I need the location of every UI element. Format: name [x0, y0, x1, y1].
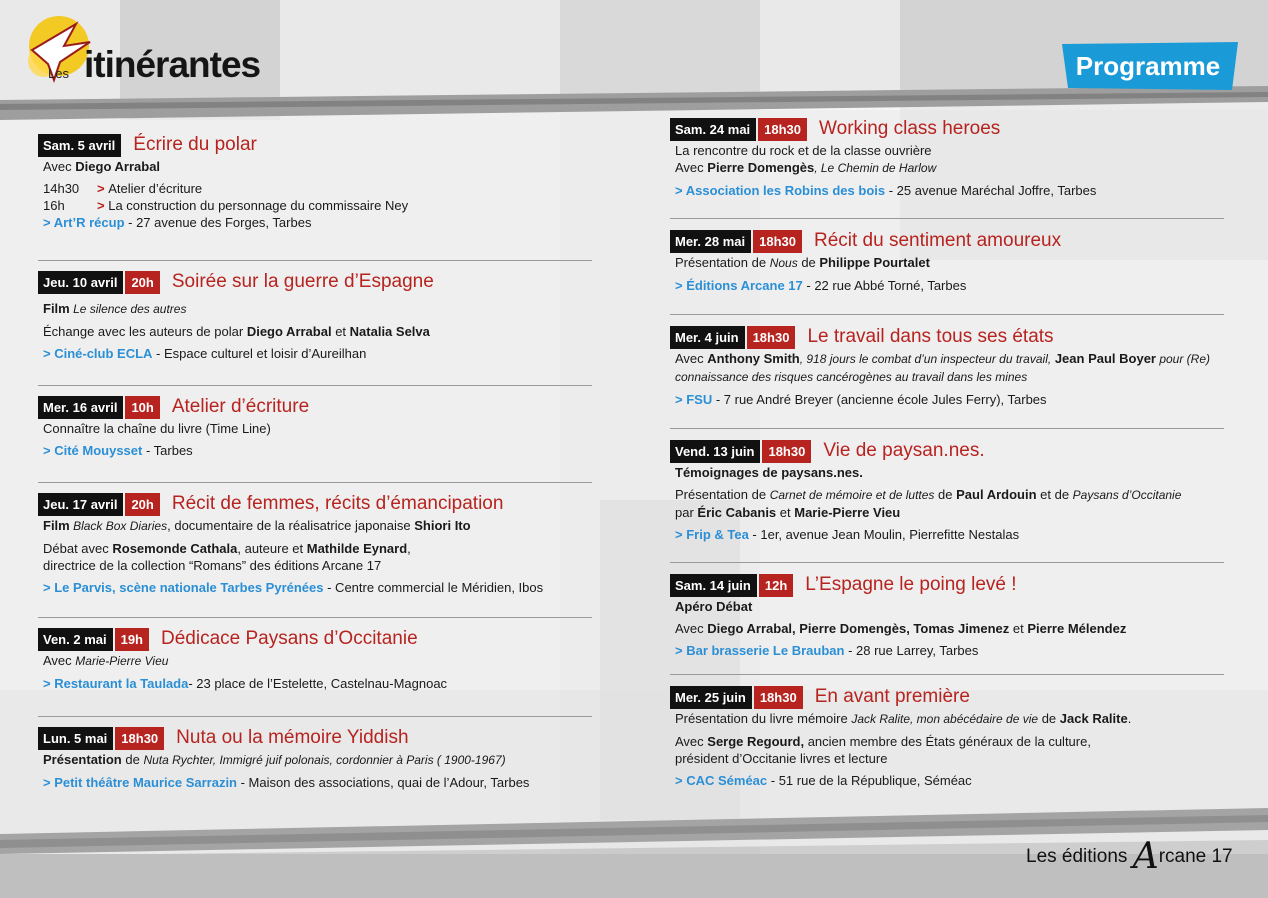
event-line: Apéro Débat [675, 599, 753, 614]
event-time: 18h30 [753, 230, 802, 253]
venue-link[interactable]: > FSU [675, 392, 713, 407]
event-date: Jeu. 17 avril [38, 493, 123, 516]
event-time: 10h [125, 396, 159, 419]
event-date: Lun. 5 mai [38, 727, 113, 750]
schedule-row: 16h > La construction du personnage du commissaire Ney [43, 198, 409, 213]
publisher-footer: Les éditions Arcane 17 [1026, 836, 1233, 877]
event-item [670, 228, 1224, 315]
event-line: Débat avec Rosemonde Cathala, auteure et Mathilde Eynard, [43, 541, 411, 556]
event-date: Mer. 28 mai [670, 230, 751, 253]
event-line: connaissance des risques cancérogènes au travail dans les mines [675, 370, 1028, 384]
event-time: 18h30 [747, 326, 796, 349]
event-time: 12h [759, 574, 793, 597]
venue-link[interactable]: > Bar brasserie Le Brauban [675, 643, 845, 658]
event-date: Mer. 16 avril [38, 396, 123, 419]
venue-line: > Cité Mouysset - Tarbes [43, 443, 193, 458]
event-title: Soirée sur la guerre d’Espagne [171, 271, 434, 292]
event-time: 18h30 [758, 118, 807, 141]
event-title: Dédicace Paysans d’Occitanie [161, 628, 418, 649]
event-item [38, 394, 592, 483]
event-line: Présentation du livre mémoire Jack Ralite, mon abécédaire de vie de Jack Ralite. [675, 711, 1132, 726]
event-line: Avec Serge Regourd, ancien membre des États généraux de la culture, [675, 734, 1091, 749]
event-date: Sam. 5 avril [38, 134, 121, 157]
event-title: Écrire du polar [133, 134, 257, 155]
venue-line: > Restaurant la Taulada- 23 place de l’Estelette, Castelnau-Magnoac [43, 676, 448, 691]
event-time: 20h [125, 493, 159, 516]
event-date: Mer. 4 juin [670, 326, 745, 349]
venue-link[interactable]: > Association les Robins des bois [675, 183, 886, 198]
event-title: Récit du sentiment amoureux [813, 230, 1062, 251]
venue-line: > Bar brasserie Le Brauban - 28 rue Larrey, Tarbes [675, 643, 979, 658]
venue-line: > Le Parvis, scène nationale Tarbes Pyrénées - Centre commercial le Méridien, Ibos [43, 580, 544, 595]
event-line: président d’Occitanie livres et lecture [675, 751, 888, 766]
event-title: Récit de femmes, récits d’émancipation [171, 493, 504, 514]
event-item [38, 725, 592, 795]
event-line: Avec Anthony Smith, 918 jours le combat d’un inspecteur du travail, Jean Paul Boyer pour (Re) [675, 351, 1211, 366]
event-title: Working class heroes [819, 118, 1001, 139]
event-item [670, 572, 1224, 675]
event-time: 18h30 [762, 440, 811, 463]
venue-line: > FSU - 7 rue André Breyer (ancienne école Jules Ferry), Tarbes [675, 392, 1047, 407]
venue-line: > Ciné-club ECLA - Espace culturel et loisir d’Aureilhan [43, 346, 367, 361]
event-line: Échange avec les auteurs de polar Diego Arrabal et Natalia Selva [43, 324, 430, 339]
event-item [670, 116, 1224, 219]
venue-link[interactable]: > Art’R récup [43, 215, 125, 230]
programme-label: Programme [1075, 50, 1221, 81]
event-title: L’Espagne le poing levé ! [805, 574, 1017, 595]
event-line: par Éric Cabanis et Marie-Pierre Vieu [675, 505, 901, 520]
event-line: Film Le silence des autres [43, 301, 187, 316]
event-line: Avec Diego Arrabal [43, 159, 161, 174]
event-line: directrice de la collection “Romans” des éditions Arcane 17 [43, 558, 382, 573]
event-title: En avant première [814, 686, 970, 707]
event-date: Vend. 13 juin [670, 440, 760, 463]
event-time: 20h [125, 271, 159, 294]
event-item [670, 324, 1224, 429]
venue-link[interactable]: > Ciné-club ECLA [43, 346, 153, 361]
event-title: Vie de paysan.nes. [823, 440, 985, 461]
event-item [670, 438, 1224, 563]
event-time: 19h [115, 628, 149, 651]
venue-link[interactable]: > CAC Séméac [675, 773, 768, 788]
schedule-row: 14h30 > Atelier d’écriture [43, 181, 203, 196]
events-right-column [670, 116, 1224, 794]
venue-line: > Art’R récup - 27 avenue des Forges, Tarbes [43, 215, 312, 230]
event-title: Atelier d’écriture [171, 396, 310, 417]
event-line: Film Black Box Diaries, documentaire de la réalisatrice japonaise Shiori Ito [43, 518, 471, 533]
event-date: Jeu. 10 avril [38, 271, 123, 294]
venue-line: > Association les Robins des bois - 25 avenue Maréchal Joffre, Tarbes [675, 183, 1097, 198]
event-title: Le travail dans tous ses états [807, 326, 1054, 347]
event-date: Mer. 25 juin [670, 686, 752, 709]
event-line: Avec Diego Arrabal, Pierre Domengès, Tomas Jimenez et Pierre Mélendez [675, 621, 1127, 636]
venue-link[interactable]: > Cité Mouysset [43, 443, 143, 458]
event-line: Avec Marie-Pierre Vieu [43, 653, 169, 668]
venue-line: > Frip & Tea - 1er, avenue Jean Moulin, Pierrefitte Nestalas [675, 527, 1020, 542]
venue-line: > Éditions Arcane 17 - 22 rue Abbé Torné, Tarbes [675, 278, 967, 293]
event-line: La rencontre du rock et de la classe ouvrière [675, 143, 932, 158]
logo-les: Les [48, 66, 69, 81]
event-time: 18h30 [115, 727, 164, 750]
venue-link[interactable]: > Le Parvis, scène nationale Tarbes Pyrénées [43, 580, 324, 595]
event-line: Présentation de Nuta Rychter, Immigré juif polonais, cordonnier à Paris ( 1900-1967) [43, 752, 506, 767]
event-item [670, 684, 1224, 794]
event-time: 18h30 [754, 686, 803, 709]
venue-link[interactable]: > Restaurant la Taulada [43, 676, 189, 691]
event-line: Connaître la chaîne du livre (Time Line) [43, 421, 271, 436]
events-left-column [38, 132, 592, 795]
venue-link[interactable]: > Éditions Arcane 17 [675, 278, 803, 293]
event-date: Sam. 14 juin [670, 574, 757, 597]
event-title: Nuta ou la mémoire Yiddish [176, 727, 409, 748]
venue-link[interactable]: > Petit théâtre Maurice Sarrazin [43, 775, 237, 790]
event-item [38, 132, 592, 261]
event-item [38, 626, 592, 717]
event-item [38, 269, 592, 386]
event-line: Témoignages de paysans.nes. [675, 465, 863, 480]
venue-line: > CAC Séméac - 51 rue de la République, Séméac [675, 773, 972, 788]
event-line: Avec Pierre Domengès, Le Chemin de Harlow [675, 160, 937, 175]
venue-link[interactable]: > Frip & Tea [675, 527, 749, 542]
event-date: Ven. 2 mai [38, 628, 113, 651]
event-item [38, 491, 592, 618]
event-line: Présentation de Carnet de mémoire et de luttes de Paul Ardouin et de Paysans d’Occitanie [675, 487, 1182, 502]
event-date: Sam. 24 mai [670, 118, 756, 141]
logo-wordmark: itinérantes [84, 44, 261, 85]
venue-line: > Petit théâtre Maurice Sarrazin - Maison des associations, quai de l’Adour, Tarbes [43, 775, 530, 790]
event-line: Présentation de Nous de Philippe Pourtalet [675, 255, 930, 270]
